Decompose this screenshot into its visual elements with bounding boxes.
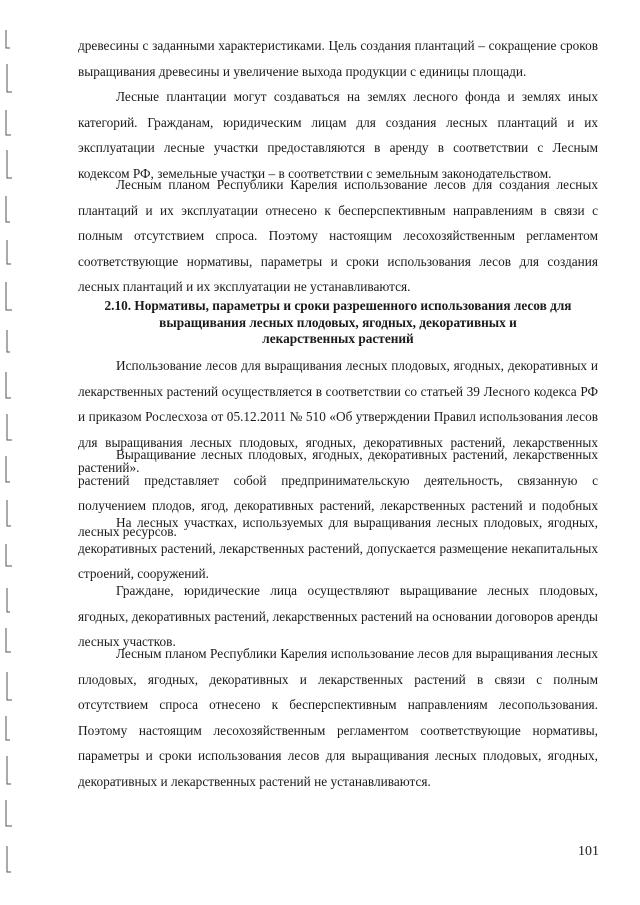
paragraph-3: Лесным планом Республики Карелия использование лесов для создания лесных плантаций и их эксплуатации отнесено к бесперспективным направлениям в связи с полным отсутствием спроса. Поэтому настоящим лесохозяйственным регламентом соответствующие нормативы, параметры и сроки использования лесов для создания лесных плантаций и их эксплуатации не устанавливаются. [78, 177, 598, 294]
section-heading-line-1: 2.10. Нормативы, параметры и сроки разрешенного использования лесов для [104, 298, 572, 313]
section-paragraph-5: Лесным планом Республики Карелия использование лесов для выращивания лесных плодовых, ягодных, декоративных и лекарственных растений в связи с полным отсутствием спроса отнесено к бесперспективным направлениям лесопользования. Поэтому настоящим лесохозяйственным регламентом соответствующие нормативы, параметры и сроки использования лесов для выращивания лесных плодовых, ягодных, декоративных и лекарственных растений не устанавливаются. [78, 646, 598, 789]
section-paragraph-4: Граждане, юридические лица осуществляют выращивание лесных плодовых, ягодных, декоративных растений, лекарственных растений на основании договоров аренды лесных участков. [78, 583, 598, 649]
section-heading [78, 298, 598, 348]
binding-edge-marks [0, 0, 22, 905]
paragraph-1: древесины с заданными характеристиками. Цель создания плантаций – сокращение сроков выращивания древесины и увеличение выхода продукции с единицы площади. [78, 38, 598, 79]
section-paragraph-3: На лесных участках, используемых для выращивания лесных плодовых, ягодных, декоративных растений, лекарственных растений, допускается размещение некапитальных строений, сооружений. [78, 515, 598, 581]
paragraph-2: Лесные плантации могут создаваться на землях лесного фонда и землях иных категорий. Гражданам, юридическим лицам для создания лесных плантаций и их эксплуатации лесные участки предоставляются в аренду в соответствии с Лесным кодексом РФ, земельные участки – в соответствии с земельным законодательством. [78, 89, 598, 181]
section-heading-line-2: выращивания лесных плодовых, ягодных, декоративных и [159, 314, 517, 330]
section-heading-line-3: лекарственных растений [262, 331, 414, 346]
section-paragraph-2: Выращивание лесных плодовых, ягодных, декоративных растений, лекарственных растений представляет собой предпринимательскую деятельность, связанную с получением плодов, ягод, декоративных растений, лекарственных растений и подобных лесных ресурсов. [78, 447, 598, 539]
section-paragraph-1: Использование лесов для выращивания лесных плодовых, ягодных, декоративных и лекарственных растений осуществляется в соответствии со статьей 39 Лесного кодекса РФ и приказом Рослесхоза от 05.12.2011 № 510 «Об утверждении Правил использования лесов для выращивания лесных плодовых, ягодных, декоративных растений, лекарственных растений». [78, 358, 598, 475]
page-number: 101 [578, 844, 599, 859]
